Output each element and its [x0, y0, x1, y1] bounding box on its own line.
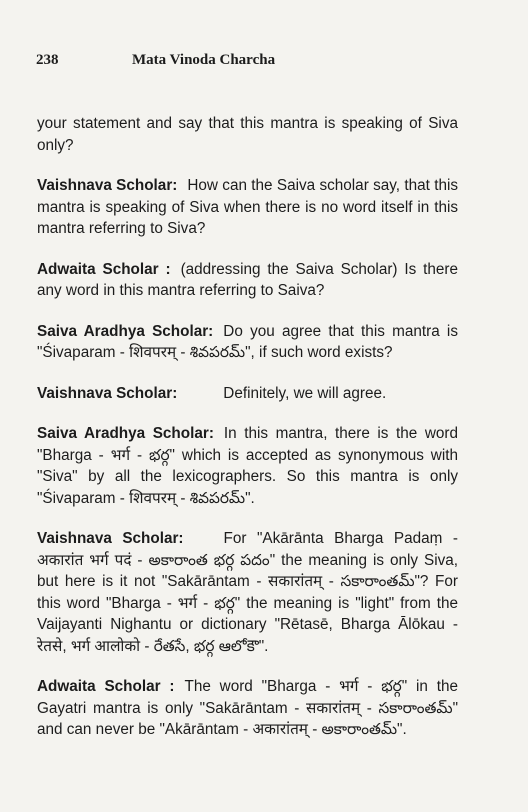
paragraph-text: In this mantra, there is the word "Bharga - भर्ग - భర్గ" which is accepted as synonymous with "Siva" by all the lexicographers. So this mantra is only "Śivaparam - शिवपरम् - శివపరమ్". [37, 425, 458, 507]
body-text [37, 113, 458, 760]
paragraph-continuation [37, 113, 458, 156]
speaker-label: Saiva Aradhya Scholar: [37, 322, 214, 340]
paragraph-text: Do you agree that this mantra is "Śivaparam - शिवपरम् - శివపరమ్", if such word exists? [37, 322, 458, 361]
speaker-label: Saiva Aradhya Scholar: [37, 425, 214, 442]
paragraph-text: Definitely, we will agree. [223, 384, 387, 402]
paragraph-dialogue [37, 321, 458, 364]
page-number: 238 [36, 52, 59, 68]
book-title: Mata Vinoda Charcha [132, 52, 276, 68]
speaker-label: Vaishnava Scholar: [37, 530, 184, 547]
speaker-label: Vaishnava Scholar: [37, 177, 178, 194]
speaker-label: Adwaita Scholar : [37, 678, 175, 695]
running-head [36, 52, 476, 69]
paragraph-text: How can the Saiva scholar say, that this mantra is speaking of Siva when there is no word itself in this mantra referring to Siva? [37, 177, 459, 237]
speaker-label: Adwaita Scholar : [37, 260, 171, 278]
paragraph-dialogue [37, 676, 458, 741]
paragraph-dialogue [37, 259, 458, 302]
paragraph-text: (addressing the Saiva Scholar) Is there any word in this mantra referring to Saiva? [37, 260, 458, 299]
paragraph-dialogue [37, 423, 458, 509]
paragraph-text: For "Akārānta Bharga Padaṃ - अकारांत भर्ग पदं - అకారాంత భర్గ పదం" the meaning is only Siva, but here is it not "Sakārāntam - सकारांतम् - సకారాంతమ్"? For this word "Bharga - भर्ग - భర్గ" the meaning is "light" from the Vaijayanti Nighantu or dictionary "Rētasē, Bharga Ālōkau - रेतसे, भर्ग आलोको - రేతసే, భర్గ ఆలోకౌ". [37, 530, 458, 655]
paragraph-dialogue [37, 528, 458, 657]
speaker-label: Vaishnava Scholar: [37, 384, 178, 402]
paragraph-dialogue [37, 175, 458, 240]
paragraph-dialogue [37, 383, 458, 405]
paragraph-text: The word "Bharga - भर्ग - భర్గ" in the Gayatri mantra is only "Sakārāntam - सकारांतम् - సకారాంతమ్" and can never be "Akārāntam - अकारांतम् - అకారాంతమ్". [37, 678, 458, 738]
paragraph-text: your statement and say that this mantra is speaking of Siva only? [37, 115, 458, 154]
